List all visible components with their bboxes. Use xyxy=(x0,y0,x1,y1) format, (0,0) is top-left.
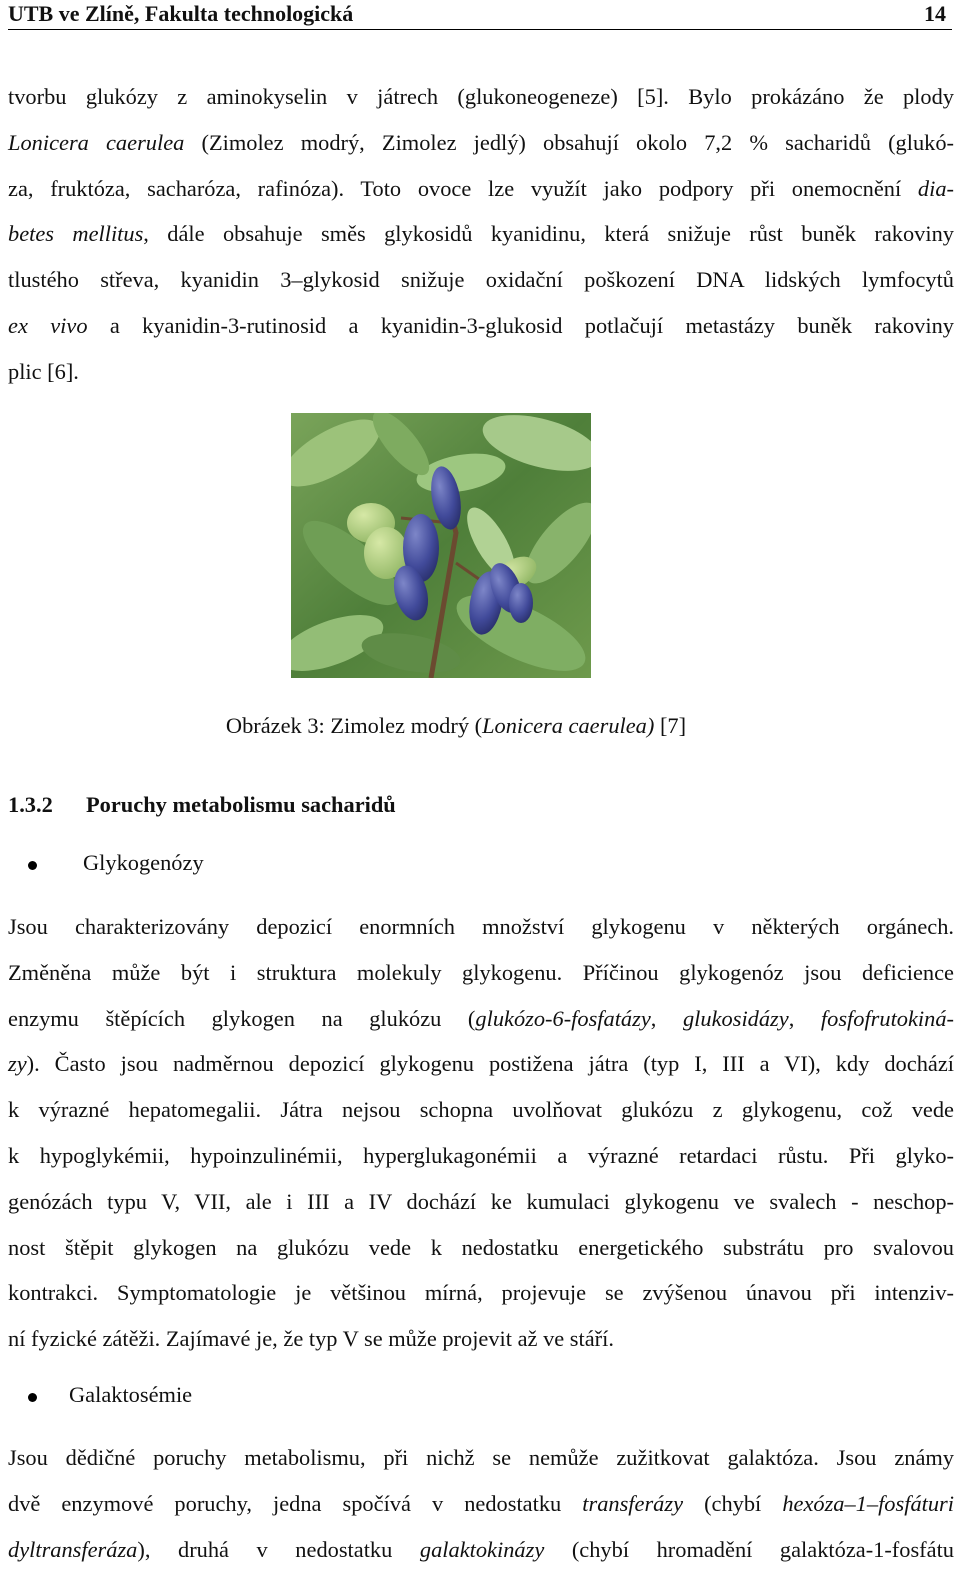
section-number: 1.3.2 xyxy=(8,792,53,817)
text-line: nost štěpit glykogen na glukózu vede k nedostatku energetického substrátu pro svalovou xyxy=(8,1234,954,1260)
figure-caption: Obrázek 3: Zimolez modrý (Lonicera caerulea) [7] xyxy=(225,713,687,738)
text-line: ex vivo a kyanidin-3-rutinosid a kyanidin-3-glukosid potlačují metastázy buněk rakoviny xyxy=(8,312,954,338)
section-heading xyxy=(8,792,396,818)
text-line: k výrazné hepatomegalii. Játra nejsou schopna uvolňovat glukózu z glykogenu, což vede xyxy=(8,1097,954,1123)
honeysuckle-illustration xyxy=(291,413,591,678)
paragraph-glykogenozy xyxy=(8,904,954,1362)
text-line: zy). Často jsou nadměrnou depozicí glykogenu postižena játra (typ I, III a VI), kdy dochází xyxy=(8,1051,954,1077)
text-line: Lonicera caerulea (Zimolez modrý, Zimolez jedlý) obsahují okolo 7,2 % sacharidů (glukó- xyxy=(8,129,955,155)
page-header xyxy=(8,0,952,30)
text-line: plic [6]. xyxy=(8,358,79,384)
text-line: za, fruktóza, sacharóza, rafinóza). Toto ovoce lze využít jako podpory při onemocnění dia- xyxy=(8,175,954,201)
section-title: Poruchy metabolismu sacharidů xyxy=(86,792,396,817)
text-line: Jsou dědičné poruchy metabolismu, při nichž se nemůže zužitkovat galaktóza. Jsou známy xyxy=(8,1445,954,1470)
text-line: dvě enzymové poruchy, jedna spočívá v nedostatku transferázy (chybí hexóza–1–fosfáturi xyxy=(8,1490,954,1516)
text-line: Jsou charakterizovány depozicí enormních množství glykogenu v některých orgánech. xyxy=(8,914,954,939)
text-line: genózách typu V, VII, ale i III a IV dochází ke kumulaci glykogenu ve svalech - neschop- xyxy=(8,1188,954,1214)
text-line: tvorbu glukózy z aminokyselin v játrech (glukoneogeneze) [5]. Bylo prokázáno že plody xyxy=(8,84,954,109)
text-line: enzymu štěpících glykogen na glukózu (glukózo-6-fosfatázy, glukosidázy, fosfofrutokiná- xyxy=(8,1005,955,1031)
text-line: k hypoglykémii, hypoinzulinémii, hyperglukagonémii a výrazné retardaci růstu. Při glyko- xyxy=(8,1142,954,1168)
honeysuckle-photo xyxy=(291,413,591,678)
bullet-label: Glykogenózy xyxy=(83,850,204,875)
page-number: 14 xyxy=(924,1,946,26)
bullet-label: Galaktosémie xyxy=(69,1382,193,1407)
header-title: UTB ve Zlíně, Fakulta technologická xyxy=(8,1,354,26)
text-line: tlustého střeva, kyanidin 3–glykosid snižuje oxidační poškození DNA lidských lymfocytů xyxy=(8,267,954,293)
bullet-icon xyxy=(28,1393,37,1402)
text-line: betes mellitus, dále obsahuje směs glykosidů kyanidinu, která snižuje růst buněk rakoviny xyxy=(8,221,954,247)
text-line: ní fyzické zátěži. Zajímavé je, že typ V se může projevit až ve stáří. xyxy=(8,1326,614,1352)
header-rule xyxy=(8,29,952,30)
bullet-icon xyxy=(28,861,37,870)
paragraph-galaktosemie xyxy=(8,1435,954,1572)
text-line: kontrakci. Symptomatologie je většinou mírná, projevuje se zvýšenou únavou při intenziv- xyxy=(8,1280,954,1306)
paragraph-lonicera xyxy=(8,74,954,395)
text-line: dyltransferáza), druhá v nedostatku galaktokinázy (chybí hromadění galaktóza-1-fosfátu xyxy=(8,1536,954,1562)
text-line: Změněna může být i struktura molekuly glykogenu. Příčinou glykogenóz jsou deficience xyxy=(8,959,954,985)
